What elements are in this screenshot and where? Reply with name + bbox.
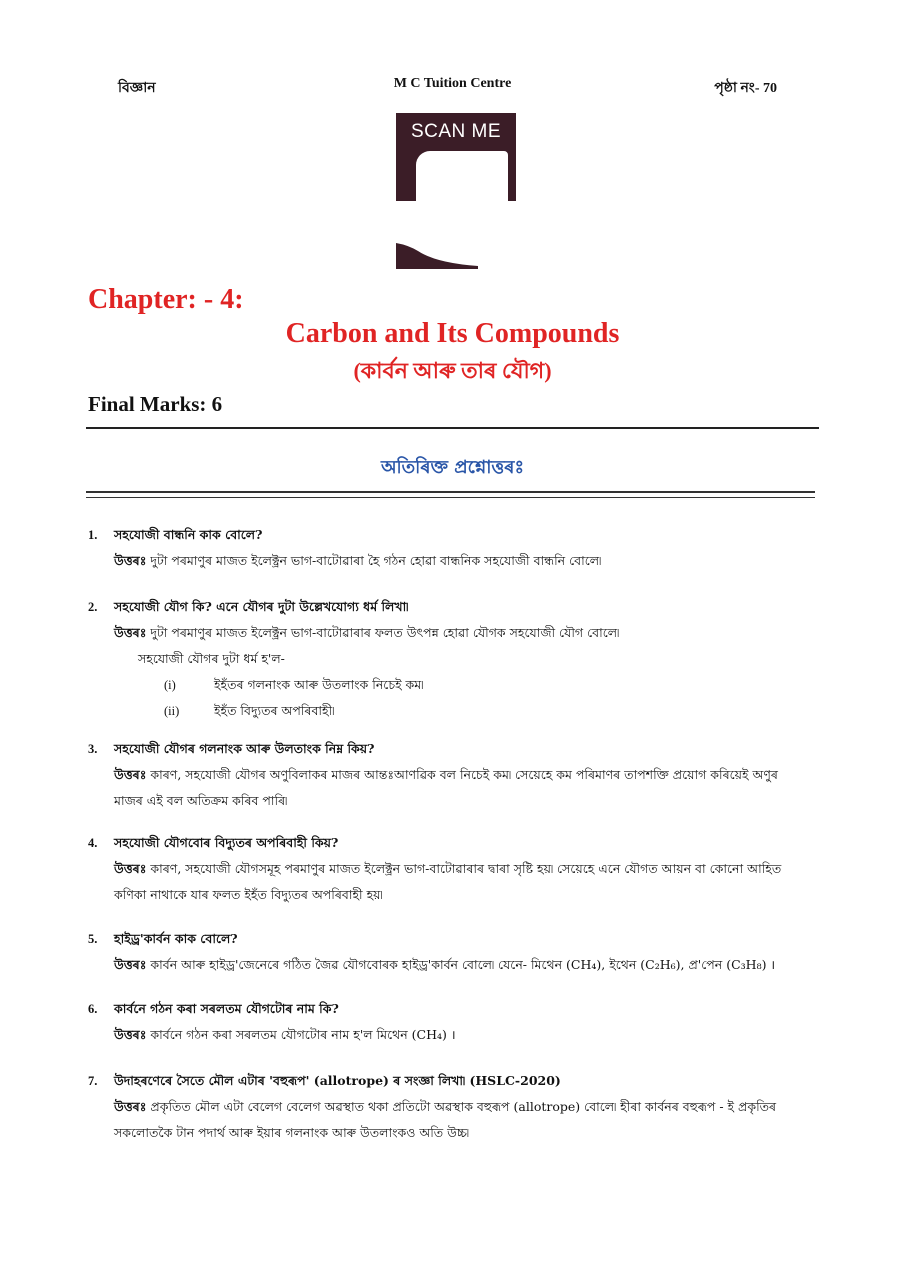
question-text: 3. সহযোজী যৌগৰ গলনাংক আৰু উলতাংক নিম্ন কিয়?	[88, 741, 375, 756]
qr-code[interactable]	[396, 113, 516, 273]
question-block	[88, 1068, 818, 1146]
page-number: পৃষ্ঠা নং- 70	[714, 81, 777, 96]
answer-text-continued: সকলোতকৈ টান পদাৰ্থ আৰু ইয়াৰ গলনাংক আৰু উতলাংকও অতি উচ্চ৷	[114, 1125, 470, 1140]
question-block	[88, 926, 818, 978]
chapter-title: Carbon and Its Compounds	[285, 318, 620, 349]
answer-text: উত্তৰঃ কাৰণ, সহযোজী যৌগৰ অণুবিলাকৰ মাজৰ আন্তঃআণৱিক বল নিচেই কম৷ সেয়েহে কম পৰিমাণৰ তাপশক্তি প্ৰয়োগ কৰিয়েই অণুৰ	[114, 767, 778, 782]
section-heading: অতিৰিক্ত প্ৰশ্নোত্তৰঃ	[380, 457, 525, 478]
double-divider-top	[86, 491, 815, 493]
list-item: (i) ইহঁতৰ গলনাংক আৰু উতলাংক নিচেই কম৷	[164, 677, 424, 692]
question-text: 5. হাইড্ৰ'কাৰ্বন কাক বোলে?	[88, 931, 238, 946]
question-block	[88, 522, 818, 574]
answer-text-continued: কণিকা নাথাকে যাৰ ফলত ইহঁত বিদ্যুতৰ অপৰিবাহী হয়৷	[114, 887, 383, 902]
question-text: 1. সহযোজী বান্ধনি কাক বোলে?	[88, 527, 263, 542]
chapter-subtitle: (কাৰ্বন আৰু তাৰ যৌগ)	[353, 358, 552, 383]
answer-text-continued: মাজৰ এই বল অতিক্ৰম কৰিব পাৰি৷	[114, 793, 288, 808]
question-block	[88, 996, 818, 1048]
qr-blank-area	[416, 151, 508, 201]
question-block	[88, 594, 818, 724]
question-block	[88, 830, 818, 908]
list-item: (ii) ইহঁত বিদ্যুতৰ অপৰিবাহী৷	[164, 703, 335, 718]
answer-text: উত্তৰঃ দুটা পৰমাণুৰ মাজত ইলেক্ট্ৰন ভাগ-বাটোৱাৰাৰ ফলত উৎপন্ন হোৱা যৌগক সহযোজী যৌগ বোলে৷	[114, 625, 620, 640]
qr-frame	[396, 113, 516, 201]
question-text: 7. উদাহৰণেৰে সৈতে মৌল এটাৰ 'বহুৰূপ' (allotrope) ৰ সংজ্ঞা লিখা৷ (HSLC-2020)	[88, 1073, 561, 1088]
answer-text: উত্তৰঃ দুটা পৰমাণুৰ মাজত ইলেক্ট্ৰন ভাগ-বাটোৱাৰা হৈ গঠন হোৱা বান্ধনিক সহযোজী বান্ধনি বোলে৷	[114, 553, 602, 568]
answer-text: উত্তৰঃ প্ৰকৃতিত মৌল এটা বেলেগ বেলেগ অৱস্থাত থকা প্ৰতিটো অৱস্থাক বহুৰূপ (allotrope) বোলে৷ হীৰা কাৰ্বনৰ বহুৰূপ - ই প্ৰকৃতিৰ	[114, 1099, 777, 1114]
chapter-number: Chapter: - 4:	[88, 284, 244, 315]
divider	[86, 427, 819, 429]
double-divider-bottom	[86, 497, 815, 498]
question-block	[88, 736, 818, 814]
question-text: 2. সহযোজী যৌগ কি? এনে যৌগৰ দুটা উল্লেখযোগ্য ধৰ্ম লিখা৷	[88, 599, 409, 614]
answer-text: উত্তৰঃ কাৰ্বন আৰু হাইড্ৰ'জেনেৰে গঠিত জৈৱ যৌগবোৰক হাইড্ৰ'কাৰ্বন বোলে৷ যেনে- মিথেন (CH₄), ইথেন (C₂H₆), প্ৰ'পেন (C₃H₈) ।	[114, 957, 776, 972]
question-text: 6. কাৰ্বনে গঠন কৰা সৰলতম যৌগটোৰ নাম কি?	[88, 1001, 339, 1016]
institute-name: M C Tuition Centre	[393, 76, 512, 91]
final-marks: Final Marks: 6	[88, 392, 223, 416]
subject-label: বিজ্ঞান	[118, 81, 156, 96]
answer-text: উত্তৰঃ কাৰ্বনে গঠন কৰা সৰলতম যৌগটোৰ নাম হ'ল মিথেন (CH₄) ।	[114, 1027, 456, 1042]
qr-corner-shape	[396, 243, 478, 269]
answer-text: উত্তৰঃ কাৰণ, সহযোজী যৌগসমূহ পৰমাণুৰ মাজত ইলেক্ট্ৰন ভাগ-বাটোৱাৰাৰ দ্বাৰা সৃষ্টি হয়৷ সেয়েহে এনে যৌগত আয়ন বা কোনো আহিত	[114, 861, 782, 876]
scan-me-label: SCAN ME	[410, 121, 502, 142]
question-text: 4. সহযোজী যৌগবোৰ বিদ্যুতৰ অপৰিবাহী কিয়?	[88, 835, 339, 850]
properties-intro: সহযোজী যৌগৰ দুটা ধৰ্ম হ'ল-	[138, 651, 285, 666]
